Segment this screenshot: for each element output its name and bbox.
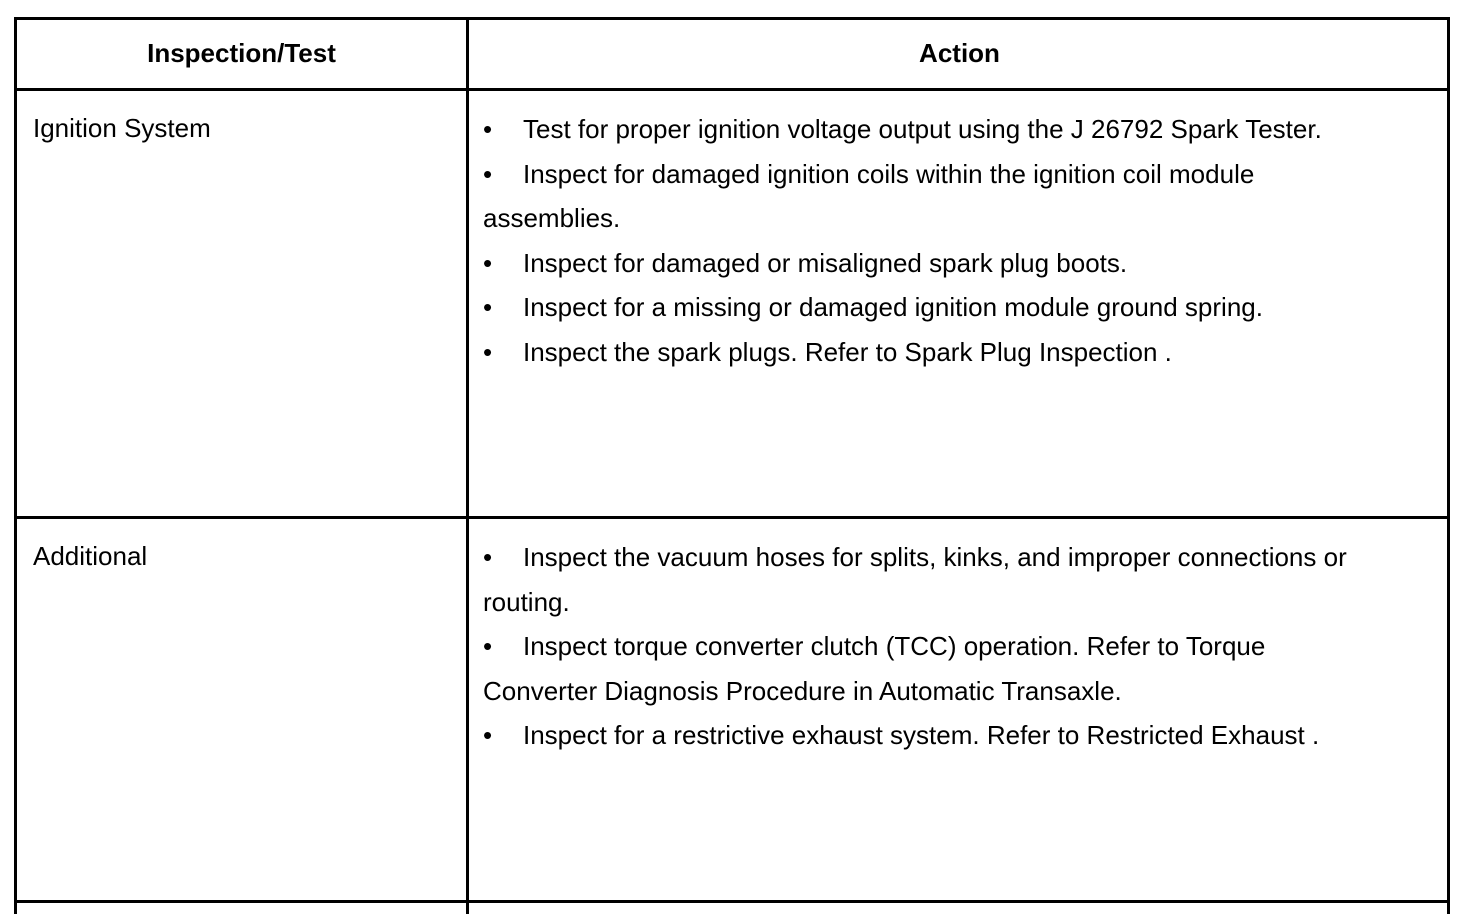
row-actions-ignition-system [483, 107, 1383, 374]
bullet-icon: • [483, 158, 493, 189]
list-item: • Inspect the vacuum hoses for splits, kinks, and improper connections or routing. [483, 535, 1383, 624]
column-divider [466, 20, 469, 914]
bullet-icon: • [483, 114, 493, 144]
inspection-table [14, 17, 1450, 914]
list-item: • Inspect for damaged or misaligned spark plug boots. [483, 241, 1383, 286]
list-item: • Inspect for damaged ignition coils within the ignition coil module assemblies. [483, 152, 1383, 241]
bullet-icon: • [483, 247, 493, 278]
bottom-rule [17, 900, 1447, 903]
list-item: • Inspect for a missing or damaged ignition module ground spring. [483, 285, 1383, 330]
row-label-additional: Additional [33, 541, 148, 571]
list-item: • Inspect for a restrictive exhaust system. Refer to Restricted Exhaust . [483, 713, 1383, 758]
bullet-icon: • [483, 542, 493, 572]
list-item: • Test for proper ignition voltage output using the J 26792 Spark Tester. [483, 107, 1383, 152]
header-action: Action [919, 38, 1000, 68]
bullet-icon: • [483, 336, 493, 367]
header-rule [17, 88, 1447, 91]
row-label-ignition-system: Ignition System [33, 113, 211, 143]
bullet-icon: • [483, 631, 493, 661]
list-item: • Inspect the spark plugs. Refer to Spark Plug Inspection . [483, 330, 1383, 375]
header-inspection-test: Inspection/Test [147, 38, 336, 68]
bullet-icon: • [483, 292, 493, 322]
row-rule [17, 516, 1447, 519]
row-actions-additional [483, 535, 1383, 758]
list-item: • Inspect torque converter clutch (TCC) operation. Refer to Torque Converter Diagnosis Procedure in Automatic Transaxle. [483, 624, 1383, 713]
bullet-icon: • [483, 720, 493, 750]
